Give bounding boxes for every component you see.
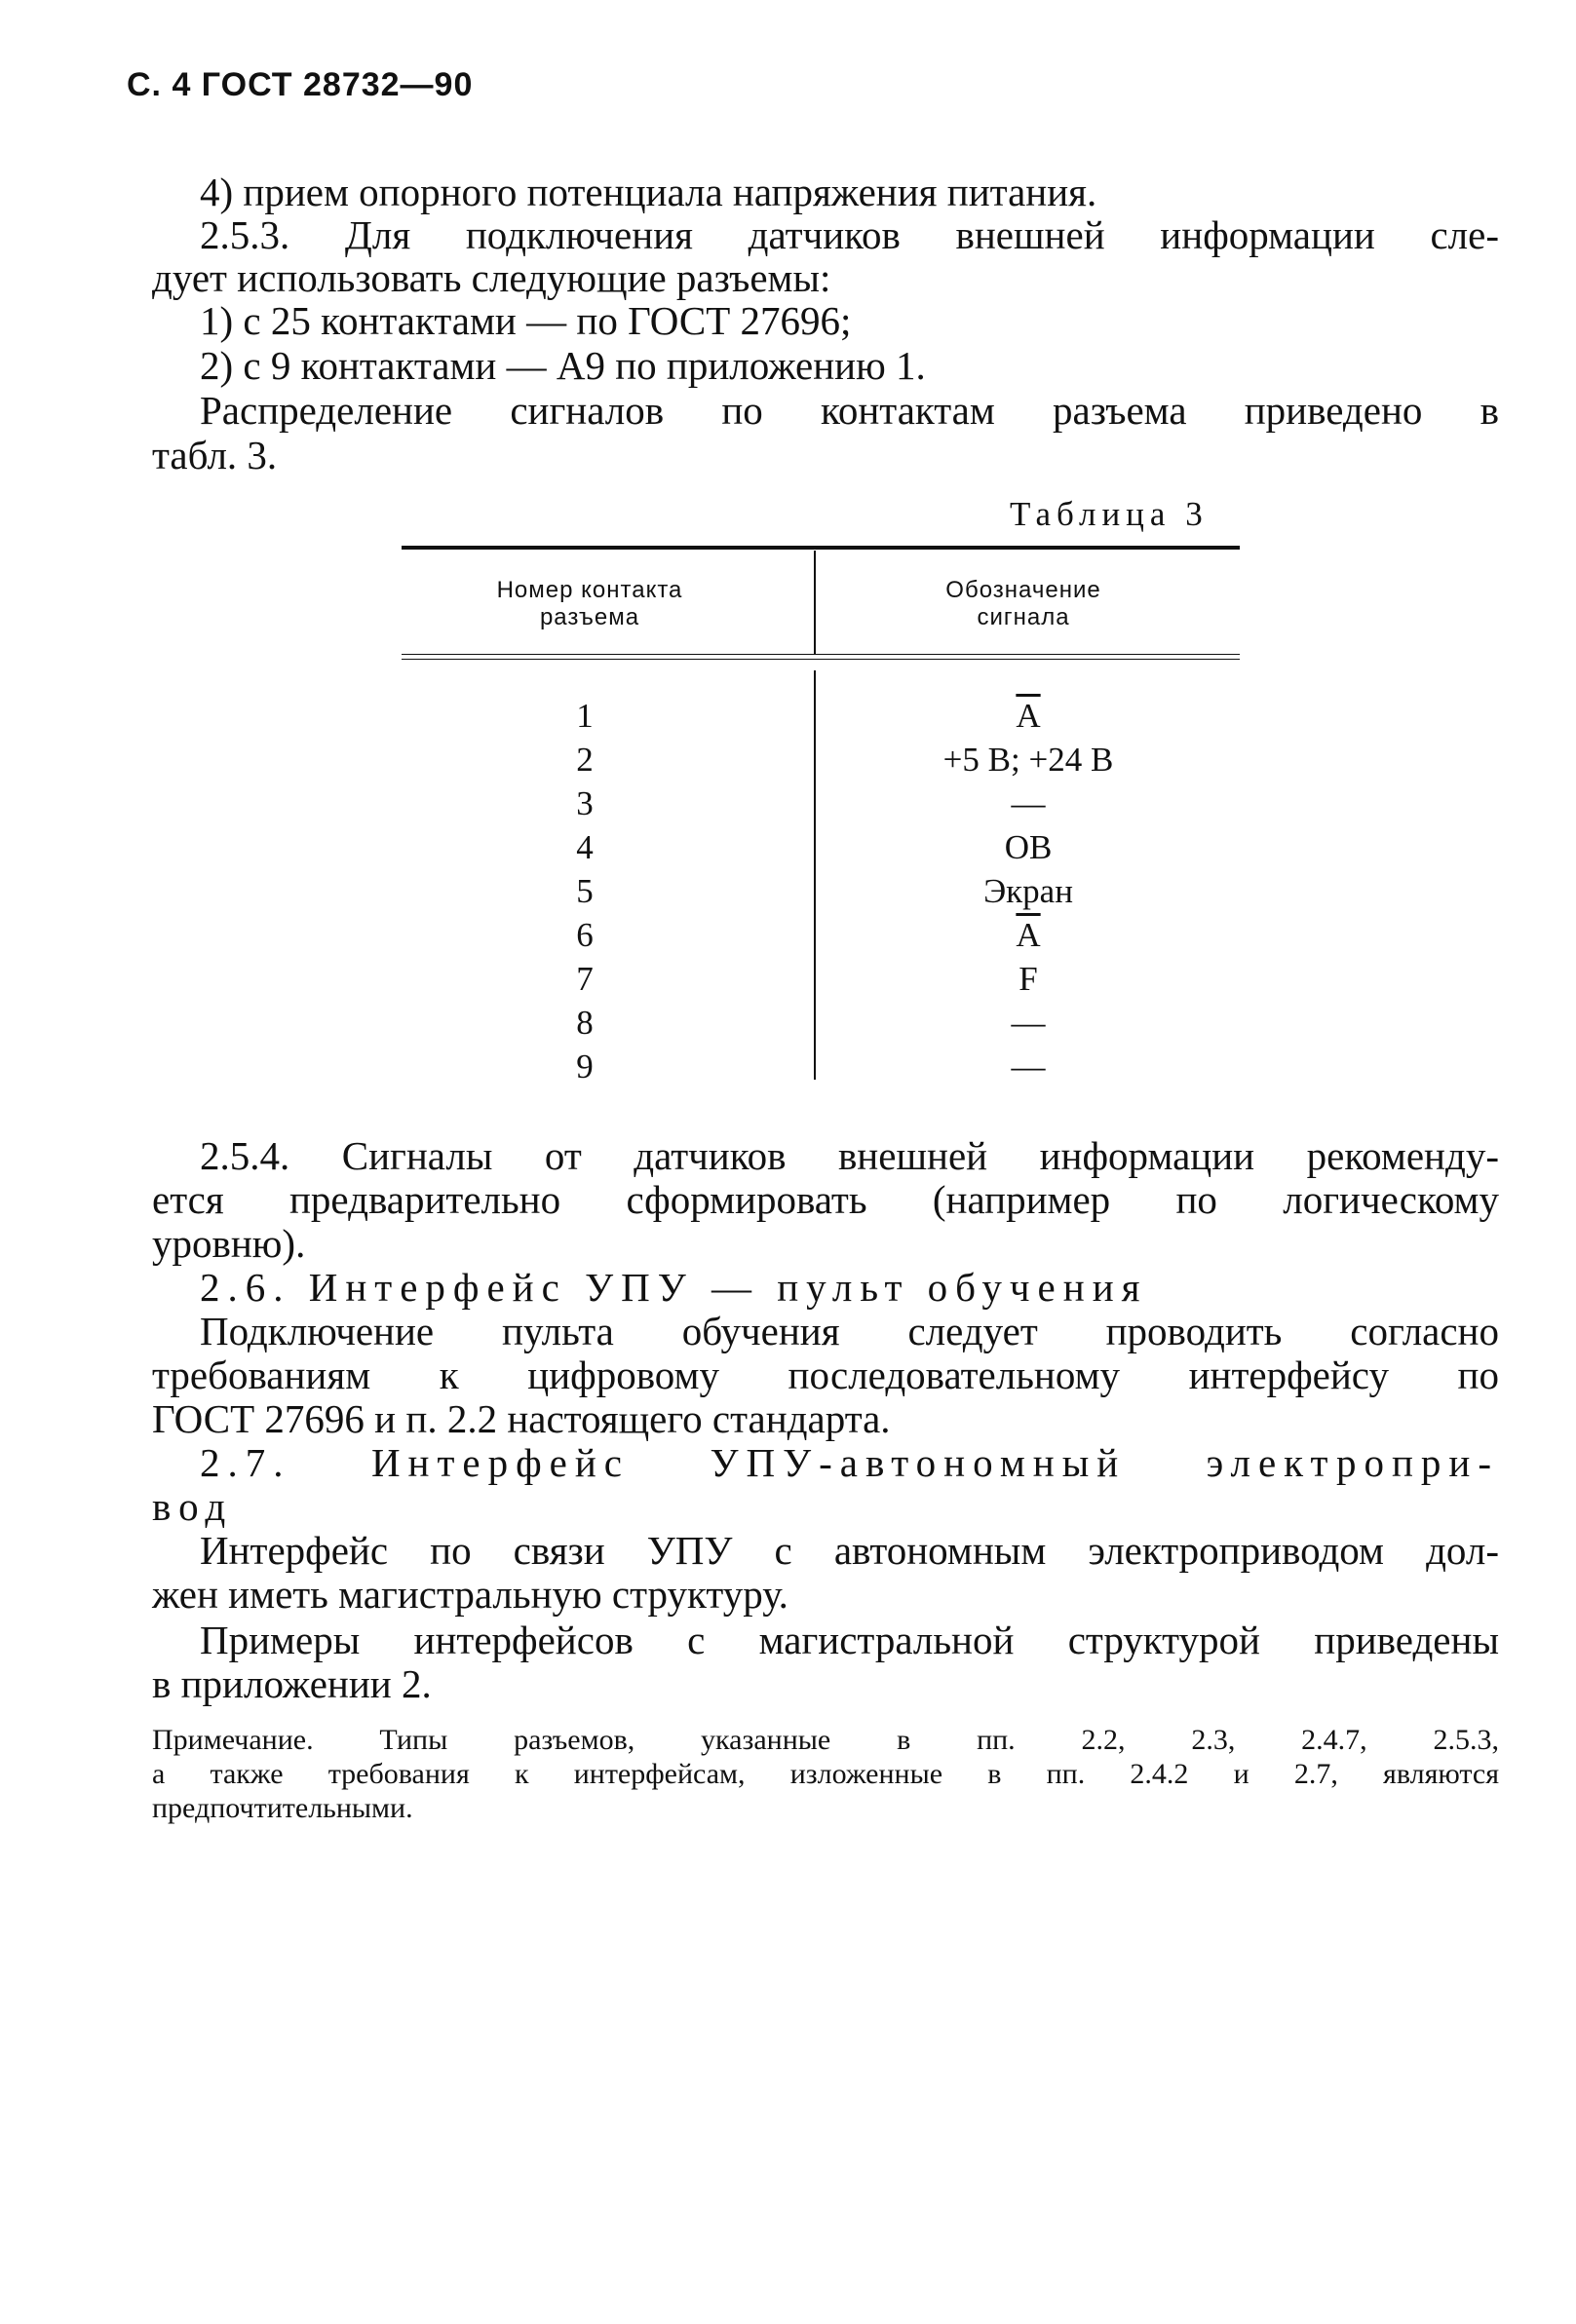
paragraph-line: дует использовать следующие разъемы: xyxy=(152,255,831,300)
signal-name: +5 В; +24 В xyxy=(942,741,1114,779)
paragraph-line: 2) с 9 контактами — А9 по приложению 1. xyxy=(200,343,926,388)
paragraph-line: Примеры интерфейсов с магистральной структурой приведены xyxy=(200,1618,1499,1662)
section-heading: 2.6. Интерфейс УПУ — пульт обучения xyxy=(200,1265,1148,1310)
paragraph-line: жен иметь магистральную структуру. xyxy=(152,1572,788,1617)
paragraph-line: ГОСТ 27696 и п. 2.2 настоящего стандарта. xyxy=(152,1396,891,1441)
contact-number: 9 xyxy=(576,1048,594,1086)
contact-number: 4 xyxy=(576,828,594,866)
paragraph-line: табл. 3. xyxy=(152,433,278,477)
signal-name: F xyxy=(1019,960,1038,998)
paragraph-line: 2.5.4. Сигналы от датчиков внешней информации рекоменду- xyxy=(200,1133,1499,1178)
table-header-signal: Обозначение сигнала xyxy=(945,577,1101,630)
section-heading: вод xyxy=(152,1484,234,1529)
page-header: С. 4 ГОСТ 28732—90 xyxy=(127,66,474,103)
signal-name: — xyxy=(1011,1048,1046,1086)
contact-number: 7 xyxy=(576,960,594,998)
paragraph-line: 4) прием опорного потенциала напряжения питания. xyxy=(200,170,1097,214)
signal-name: $\overline{A}$ xyxy=(1016,697,1041,735)
contact-number: 3 xyxy=(576,784,594,822)
signal-name: — xyxy=(1011,784,1046,822)
section-heading: 2.7. Интерфейс УПУ-автономный электропри- xyxy=(200,1440,1499,1485)
table-caption: Таблица 3 xyxy=(1010,495,1209,533)
signal-name: — xyxy=(1011,1004,1046,1042)
note-line: а также требования к интерфейсам, изложенные в пп. 2.4.2 и 2.7, являются xyxy=(152,1758,1499,1790)
note-line: Примечание. Типы разъемов, указанные в пп. 2.2, 2.3, 2.4.7, 2.5.3, xyxy=(152,1724,1499,1756)
paragraph-line: Распределение сигналов по контактам разъема приведено в xyxy=(200,388,1499,433)
table-header-rule xyxy=(402,654,1240,655)
paragraph-line: уровню). xyxy=(152,1221,306,1266)
signal-name: $\overline{A}$ xyxy=(1016,916,1041,954)
table-top-rule xyxy=(402,546,1240,550)
note-line: предпочтительными. xyxy=(152,1792,413,1824)
paragraph-line: требованиям к цифровому последовательному интерфейсу по xyxy=(152,1352,1499,1397)
contact-number: 2 xyxy=(576,741,594,779)
paragraph-line: 2.5.3. Для подключения датчиков внешней информации сле- xyxy=(200,212,1499,257)
paragraph-line: в приложении 2. xyxy=(152,1661,432,1706)
table-header-contact-number: Номер контакта разъема xyxy=(496,577,683,630)
paragraph-line: Интерфейс по связи УПУ с автономным электроприводом дол- xyxy=(200,1528,1499,1573)
contact-number: 1 xyxy=(576,697,594,735)
contact-number: 6 xyxy=(576,916,594,954)
contact-number: 8 xyxy=(576,1004,594,1042)
contact-number: 5 xyxy=(576,872,594,910)
signal-name: OB xyxy=(1004,828,1053,866)
signal-name: Экран xyxy=(983,872,1073,910)
table-column-divider xyxy=(814,670,816,1080)
paragraph-line: 1) с 25 контактами — по ГОСТ 27696; xyxy=(200,298,852,343)
table-column-divider xyxy=(814,551,816,654)
table-header-rule xyxy=(402,659,1240,660)
paragraph-line: ется предварительно сформировать (например по логическому xyxy=(152,1177,1499,1222)
paragraph-line: Подключение пульта обучения следует проводить согласно xyxy=(200,1309,1499,1353)
